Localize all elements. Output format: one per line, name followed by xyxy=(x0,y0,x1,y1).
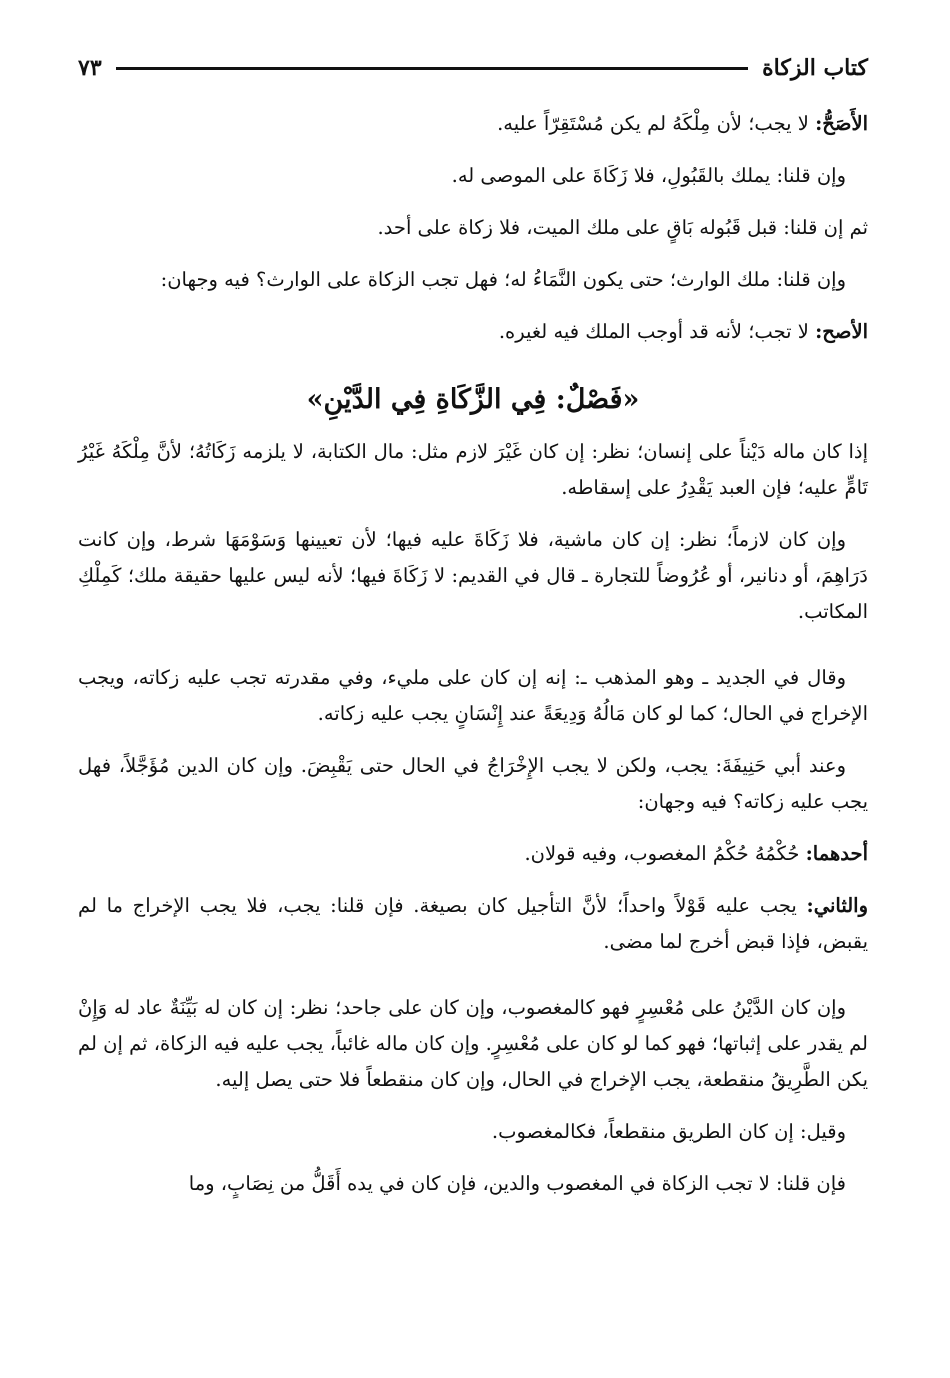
paragraph-text: وإن قلنا: ملك الوارث؛ حتى يكون النَّمَاءُ له؛ فهل تجب الزكاة على الوارث؟ فيه وجهان: xyxy=(160,268,846,291)
paragraph-text: وعند أبي حَنِيفَةَ: يجب، ولكن لا يجب الإِخْرَاجُ في الحال حتى يَقْبِضَ. وإن كان الدين مُؤَجَّلاً، فهل يجب عليه زكاته؟ فيه وجهان: xyxy=(78,754,868,813)
header-rule xyxy=(116,67,749,70)
paragraph-text: لا يجب؛ لأن مِلْكَهُ لم يكن مُسْتَقِرّاً عليه. xyxy=(497,112,816,135)
document-page xyxy=(78,48,868,1218)
paragraph xyxy=(78,522,868,630)
paragraph-text: يجب عليه قَوْلاً واحداً؛ لأنَّ التأجيل كان بصيغة. فإن قلنا: يجب، فلا يجب الإخراج ما لم يقبض، فإذا قبض أخرج لما مضى. xyxy=(78,894,868,953)
paragraph xyxy=(78,748,868,820)
paragraph-text: لا تجب؛ لأنه قد أوجب الملك فيه لغيره. xyxy=(498,320,816,343)
book-title: كتاب الزكاة xyxy=(762,55,868,81)
paragraph-text: فإن قلنا: لا تجب الزكاة في المغصوب والدين، فإن كان في يده أَقَلُّ من نِصَابٍ، وما xyxy=(188,1172,846,1195)
paragraph-text: إذا كان ماله دَيْناً على إنسان؛ نظر: إن كان غَيْرَ لازم مثل: مال الكتابة، لا يلزمه زَكَاتُهُ؛ لأنَّ مِلْكَهُ غَيْرُ تَامٍّ عليه؛ فإن العبد يَقْدِرُ على إسقاطه. xyxy=(78,440,868,499)
section-heading: «فَصْلٌ: فِي الزَّكَاةِ فِي الدَّيْنِ» xyxy=(306,384,640,415)
paragraph-text: ثم إن قلنا: قبل قَبُوله بَاقٍ على ملك الميت، فلا زكاة على أحد. xyxy=(377,216,868,239)
paragraph xyxy=(78,888,868,960)
paragraph xyxy=(78,434,868,506)
paragraph-lead: الأَصَحُّ: xyxy=(815,112,868,135)
paragraph xyxy=(78,314,868,350)
paragraph xyxy=(78,1114,868,1150)
paragraph-lead: الأصح: xyxy=(815,320,868,343)
page-number: ٧٣ xyxy=(78,55,102,81)
paragraph-text: وقيل: إن كان الطريق منقطعاً، فكالمغصوب. xyxy=(491,1120,846,1143)
paragraph xyxy=(78,106,868,142)
paragraph xyxy=(78,1166,868,1202)
paragraph xyxy=(78,836,868,872)
running-header xyxy=(78,48,868,88)
paragraph xyxy=(78,262,868,298)
paragraph-text: وإن كان الدَّيْنُ على مُعْسِرٍ فهو كالمغصوب، وإن كان على جاحد؛ نظر: إن كان له بَيِّنَةٌ عاد له وَإِنْ لم يقدر على إثباتها؛ فهو كما لو كان على مُعْسِرٍ. وإن كان ماله غائباً، يجب عليه فيه الزكاة، ثم إن لم يكن الطَّرِيقُ منقطعة، يجب الإخراج في الحال، وإن كان منقطعاً فلا حتى يصل إليه. xyxy=(78,996,868,1091)
paragraph-text: وإن كان لازماً؛ نظر: إن كان ماشية، فلا زَكَاةَ عليه فيها؛ لأن تعيينها وَسَوْمَهَا شرط، وإن كانت دَرَاهِمَ، أو دنانير، أو عُرُوضاً للتجارة ـ قال في القديم: لا زَكَاةَ فيها؛ لأنه ليس عليها حقيقة ملك؛ كَمِلْكِ المكاتب. xyxy=(78,528,868,623)
paragraph-lead: أحدهما: xyxy=(805,842,868,865)
paragraph-lead: والثاني: xyxy=(806,894,868,917)
paragraph xyxy=(78,990,868,1098)
paragraph-text: وإن قلنا: يملك بالقَبُولِ، فلا زَكَاةَ على الموصى له. xyxy=(451,164,846,187)
paragraph xyxy=(78,158,868,194)
paragraph-text: حُكْمُهُ حُكْمُ المغصوب، وفيه قولان. xyxy=(524,842,806,865)
paragraph-text: وقال في الجديد ـ وهو المذهب ـ: إنه إن كان على مليء، وفي مقدرته تجب عليه زكاته، ويجب الإخراج في الحال؛ كما لو كان مَالُهُ وَدِيعَةً عند إِنْسَانٍ يجب عليه زكاته. xyxy=(78,666,868,725)
paragraph xyxy=(78,660,868,732)
paragraph xyxy=(78,210,868,246)
